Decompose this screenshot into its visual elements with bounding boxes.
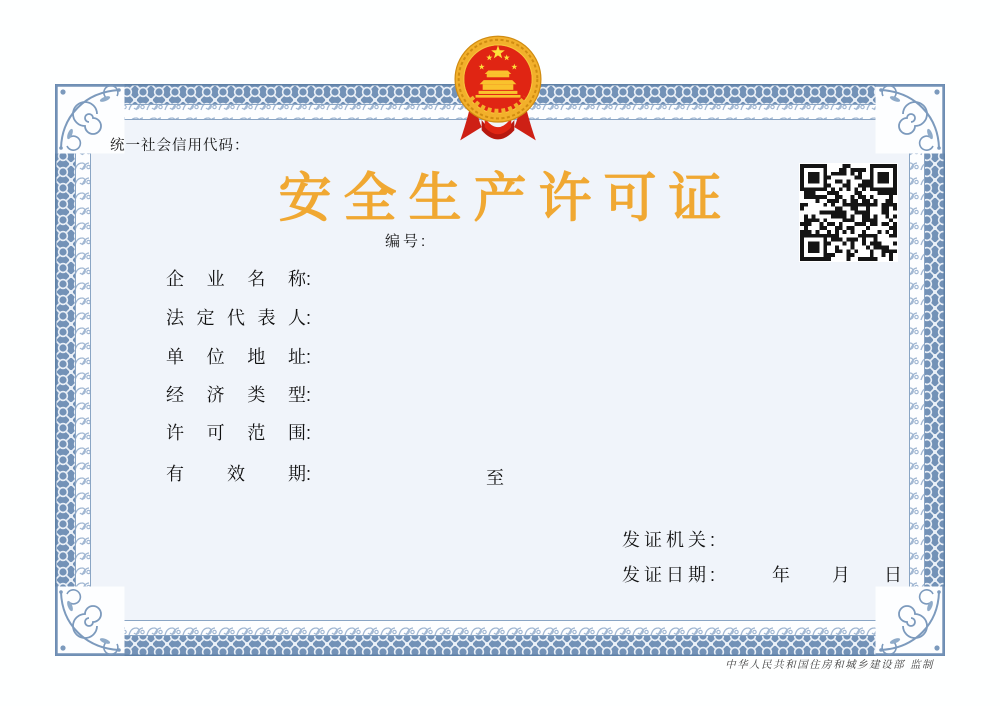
- field-label: 经济类型: [166, 385, 306, 405]
- unified-credit-code-label: 统一社会信用代码：: [110, 138, 250, 154]
- field-permit-scope: [166, 423, 311, 443]
- date-unit-year: 年: [772, 565, 790, 585]
- field-validity-period: [166, 464, 311, 484]
- national-emblem-icon: [451, 26, 545, 140]
- supervision-note: 中华人民共和国住房和城乡建设部 监制: [725, 659, 934, 671]
- issue-date-label: 发证日期:: [622, 565, 720, 585]
- certificate-title: 安全生产许可证: [278, 168, 734, 229]
- colon: :: [306, 385, 312, 405]
- colon: :: [710, 530, 720, 550]
- issuing-authority-label: 发证机关:: [622, 530, 720, 550]
- colon: :: [306, 423, 312, 443]
- colon: :: [306, 347, 312, 367]
- field-label: 单位地址: [166, 347, 306, 367]
- validity-to-label: 至: [486, 468, 504, 488]
- field-label: 许可范围: [166, 423, 306, 443]
- colon: :: [306, 464, 312, 484]
- date-unit-day: 日: [884, 565, 902, 585]
- field-label: 法定代表人: [166, 308, 306, 328]
- colon: :: [306, 308, 312, 328]
- colon: :: [306, 269, 312, 289]
- field-label: 企业名称: [166, 269, 306, 289]
- field-enterprise-name: [166, 269, 311, 289]
- field-unit-address: [166, 347, 311, 367]
- qr-code-icon: [799, 163, 898, 262]
- serial-number-label: 编号:: [385, 233, 429, 250]
- field-legal-representative: [166, 308, 311, 328]
- field-label: 有效期: [166, 464, 306, 484]
- colon: :: [710, 565, 720, 585]
- date-unit-month: 月: [832, 565, 850, 585]
- field-economic-type: [166, 385, 311, 405]
